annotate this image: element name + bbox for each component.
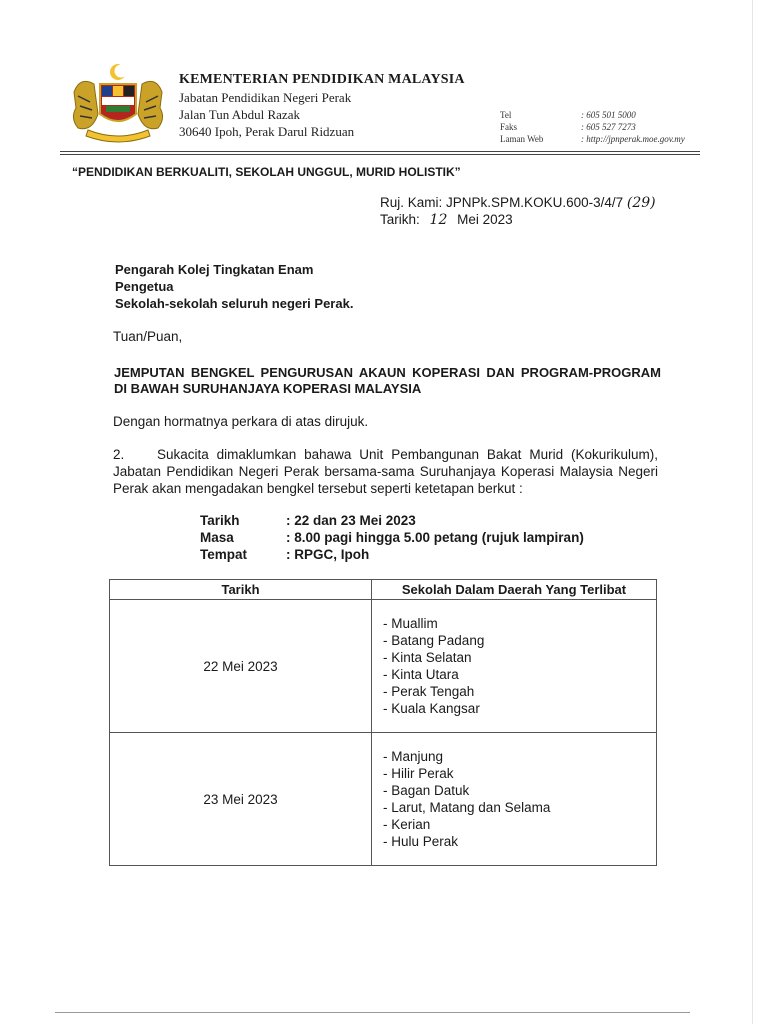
detail-value-time: : 8.00 pagi hingga 5.00 petang (rujuk lampiran) <box>286 530 584 545</box>
district-item: - Kerian <box>383 816 656 833</box>
table-row <box>110 733 657 866</box>
addressee-line: Pengetua <box>115 279 174 294</box>
detail-value-venue: : RPGC, Ipoh <box>286 547 370 562</box>
district-item: - Bagan Datuk <box>383 782 656 799</box>
fax-value: : 605 527 7273 <box>581 122 636 132</box>
tel-label: Tel <box>500 110 512 120</box>
detail-label-date: Tarikh <box>200 513 240 528</box>
date-label: Tarikh: <box>380 212 420 227</box>
district-item: - Kinta Selatan <box>383 649 656 666</box>
web-label: Laman Web <box>500 134 544 144</box>
row-districts <box>372 733 657 866</box>
district-item: - Larut, Matang dan Selama <box>383 799 656 816</box>
district-item: - Kinta Utara <box>383 666 656 683</box>
subject-heading: JEMPUTAN BENGKEL PENGURUSAN AKAUN KOPERASI DAN PROGRAM-PROGRAM DI BAWAH SURUHANJAYA KOPERASI MALAYSIA <box>114 365 661 396</box>
district-item: - Hulu Perak <box>383 833 656 850</box>
table-header-row <box>110 580 657 600</box>
motto: “PENDIDIKAN BERKUALITI, SEKOLAH UNGGUL, MURID HOLISTIK” <box>72 165 461 179</box>
addressee-line: Sekolah-sekolah seluruh negeri Perak. <box>115 296 354 311</box>
paragraph-number: 2. <box>113 447 125 462</box>
ruj-label: Ruj. Kami: <box>380 195 443 210</box>
org-name: KEMENTERIAN PENDIDIKAN MALAYSIA <box>179 72 465 87</box>
footer-rule <box>55 1012 690 1013</box>
salutation: Tuan/Puan, <box>113 329 183 344</box>
scan-edge <box>752 0 753 1024</box>
date-value: Mei 2023 <box>457 212 513 227</box>
addressee-line: Pengarah Kolej Tingkatan Enam <box>115 262 314 277</box>
date-handwritten: 12 <box>429 212 448 228</box>
district-item: - Batang Padang <box>383 632 656 649</box>
district-item: - Perak Tengah <box>383 683 656 700</box>
street-address: Jalan Tun Abdul Razak <box>179 107 300 122</box>
letter-date <box>380 212 513 228</box>
city-address: 30640 Ipoh, Perak Darul Ridzuan <box>179 124 355 139</box>
district-item: - Muallim <box>383 615 656 632</box>
district-list <box>378 748 656 850</box>
coat-of-arms-icon <box>66 62 170 144</box>
detail-value-date: : 22 dan 23 Mei 2023 <box>286 513 416 528</box>
paragraph-2 <box>113 446 658 497</box>
paragraph-2-text: Sukacita dimaklumkan bahawa Unit Pembangunan Bakat Murid (Kokurikulum), Jabatan Pendidikan Negeri Perak bersama-sama Suruhanjaya Koperasi Malaysia Negeri Perak akan mengadakan bengkel tersebut seperti ketetapan berkut : <box>113 447 658 496</box>
fax-label: Faks <box>500 122 518 132</box>
district-list <box>378 615 656 717</box>
table-row <box>110 600 657 733</box>
reference-number <box>380 195 656 211</box>
row-districts <box>372 600 657 733</box>
column-header-schools: Sekolah Dalam Daerah Yang Terlibat <box>372 580 657 600</box>
header-rule-second <box>60 154 700 155</box>
header-rule <box>60 151 700 152</box>
dept-name: Jabatan Pendidikan Negeri Perak <box>179 90 352 105</box>
row-date: 22 Mei 2023 <box>110 600 372 733</box>
schedule-table <box>109 579 657 866</box>
ruj-handwritten: (29) <box>626 195 656 211</box>
ruj-value: JPNPk.SPM.KOKU.600-3/4/7 <box>446 195 624 210</box>
web-value: : http://jpnperak.moe.gov.my <box>581 134 685 144</box>
detail-label-venue: Tempat <box>200 547 248 562</box>
column-header-date: Tarikh <box>110 580 372 600</box>
paragraph-1: Dengan hormatnya perkara di atas dirujuk. <box>113 414 369 429</box>
tel-value: : 605 501 5000 <box>581 110 636 120</box>
district-item: - Kuala Kangsar <box>383 700 656 717</box>
row-date: 23 Mei 2023 <box>110 733 372 866</box>
district-item: - Hilir Perak <box>383 765 656 782</box>
district-item: - Manjung <box>383 748 656 765</box>
detail-label-time: Masa <box>200 530 234 545</box>
